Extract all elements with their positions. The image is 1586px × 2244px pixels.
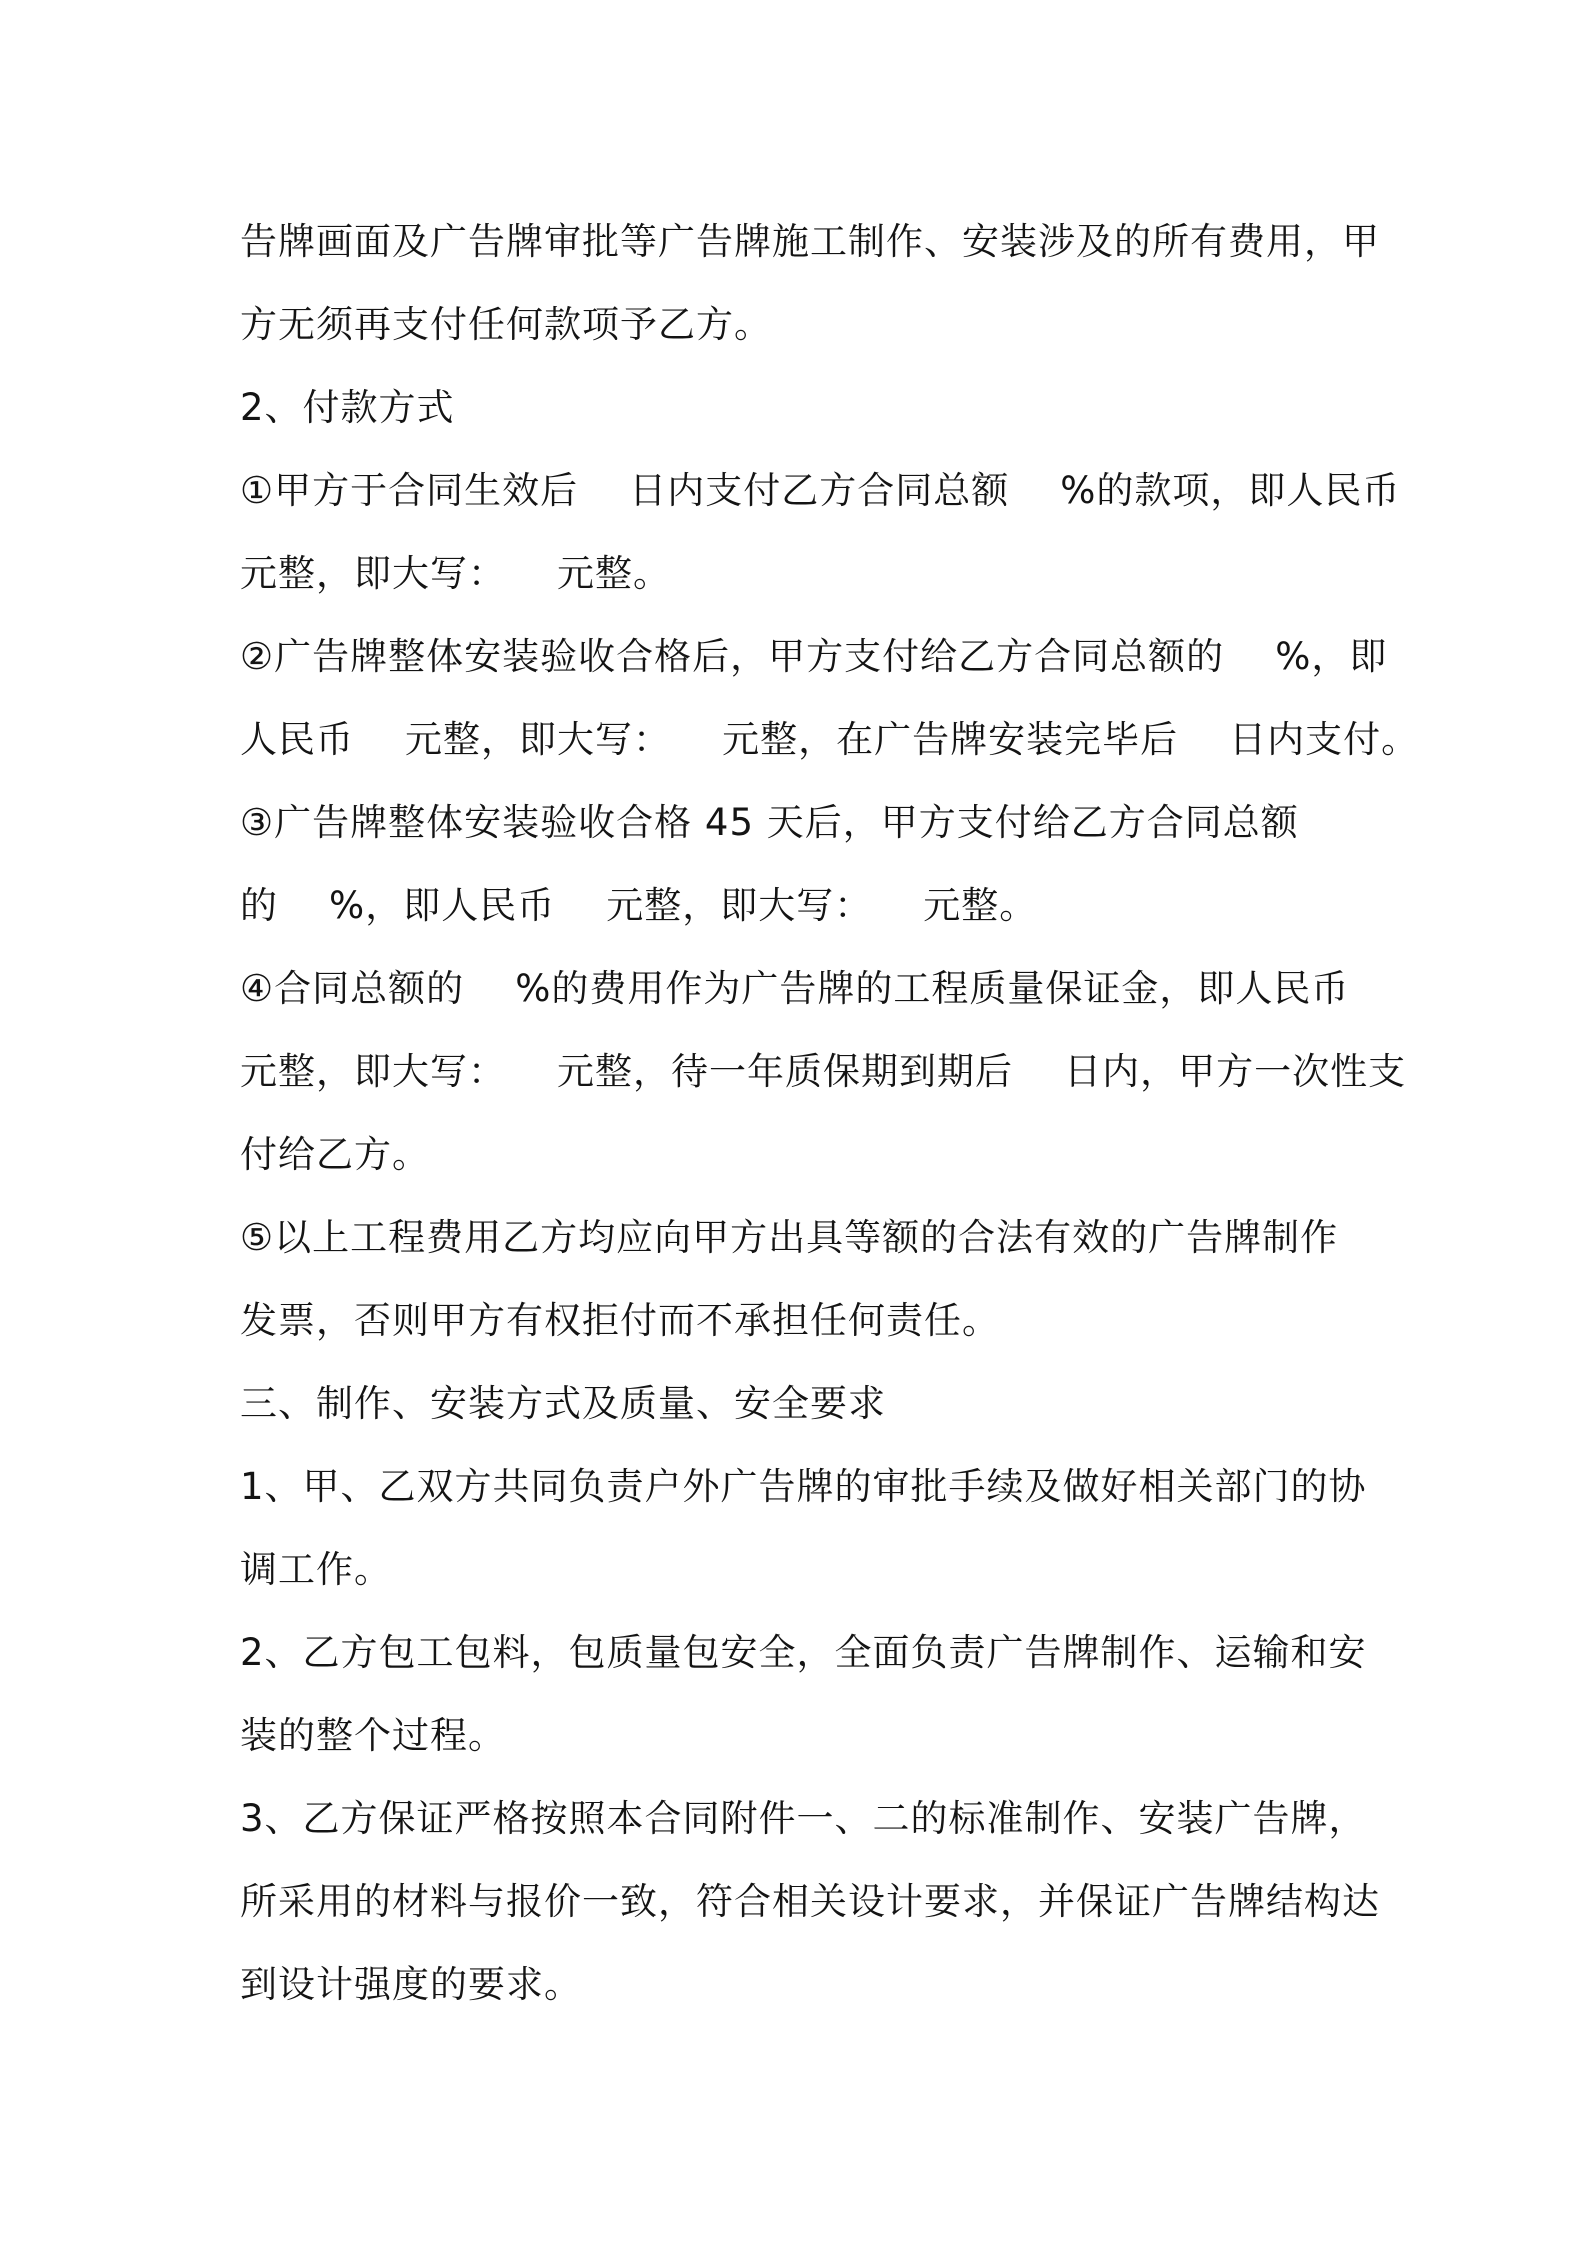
- contract-text: [240, 200, 1420, 2026]
- text-line: ①甲方于合同生效后 日内支付乙方合同总额 %的款项，即人民币: [240, 469, 1401, 512]
- text-line: 元整，即大写： 元整，待一年质保期到期后 日内，甲方一次性支: [240, 1050, 1407, 1093]
- text-line: 3、乙方保证严格按照本合同附件一、二的标准制作、安装广告牌，: [240, 1797, 1367, 1840]
- text-line: 到设计强度的要求。: [240, 1963, 582, 2006]
- text-line: 1、甲、乙双方共同负责户外广告牌的审批手续及做好相关部门的协: [240, 1465, 1367, 1508]
- text-line: ③广告牌整体安装验收合格 45 天后，甲方支付给乙方合同总额: [240, 801, 1299, 844]
- text-line: 调工作。: [240, 1548, 392, 1591]
- text-line: 付给乙方。: [240, 1133, 430, 1176]
- text-line: 发票，否则甲方有权拒付而不承担任何责任。: [240, 1299, 1000, 1342]
- text-line: 所采用的材料与报价一致，符合相关设计要求，并保证广告牌结构达: [240, 1880, 1380, 1923]
- text-line: 的 %，即人民币 元整，即大写： 元整。: [240, 884, 1038, 927]
- text-line: 2、乙方包工包料，包质量包安全，全面负责广告牌制作、运输和安: [240, 1631, 1367, 1674]
- text-line: 方无须再支付任何款项予乙方。: [240, 303, 772, 346]
- text-line: ④合同总额的 %的费用作为广告牌的工程质量保证金，即人民币: [240, 967, 1350, 1010]
- section-heading: 三、制作、安装方式及质量、安全要求: [240, 1382, 886, 1425]
- text-line: 元整，即大写： 元整。: [240, 552, 672, 595]
- text-line: 告牌画面及广告牌审批等广告牌施工制作、安装涉及的所有费用，甲: [240, 220, 1380, 263]
- text-line: ②广告牌整体安装验收合格后，甲方支付给乙方合同总额的 %，即: [240, 635, 1388, 678]
- text-line: 人民币 元整，即大写： 元整，在广告牌安装完毕后 日内支付。: [240, 718, 1420, 761]
- text-line: ⑤以上工程费用乙方均应向甲方出具等额的合法有效的广告牌制作: [240, 1216, 1339, 1259]
- text-line: 装的整个过程。: [240, 1714, 506, 1757]
- section-heading: 2、付款方式: [240, 386, 455, 429]
